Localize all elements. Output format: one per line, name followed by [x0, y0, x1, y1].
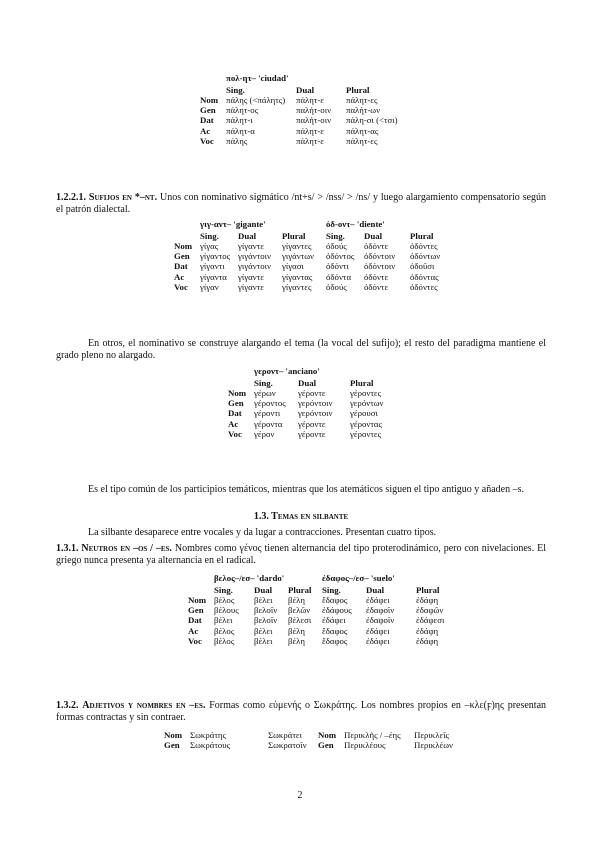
table-row: Ac βέλος βέλει βέλη ἔδαφος ἐδάφει ἐδάφη: [188, 625, 439, 636]
col-head: Sing.: [226, 85, 245, 96]
section-1-3-intro: La silbante desaparece entre vocales y da lugar a contracciones. Presentan cuatro tipos.: [88, 527, 437, 538]
table-row: Gen βέλους βελοῖν βελῶν ἐδάφους ἐδαφοῖν ἐδαφῶν: [188, 605, 444, 616]
table-row: Gen πάλητ-ος παλήτ-οιν παλήτ-ων: [200, 105, 381, 116]
table-row: Ac γέροντα γέροντε γέροντας: [228, 418, 382, 429]
page-number: 2: [297, 790, 303, 801]
table-row: Nom Σωκράτης Σωκράτει Nom Περικλῆς / –έης Περικλεῖς: [164, 730, 450, 740]
table-row: Dat βέλει βελοῖν βέλεσι ἐδάφει ἐδαφοῖν ἐδάφεσι: [188, 615, 445, 626]
table-row: Voc γέρον γέροντε γέροντες: [228, 428, 382, 439]
section-heading-1-3: 1.3. Temas en silbante: [253, 511, 349, 522]
table-row: Ac γίγαντα γίγαντε γίγαντας ὀδόντα ὀδόντε ὀδόντας: [174, 271, 439, 282]
table-row: Dat γίγαντι γιγάντοιν γίγασι ὀδόντι ὀδόντοιν ὀδοῦσι: [174, 261, 435, 272]
paragraph-participios: Es el tipo común de los participios temáticos, mientras que los atemáticos siguen el tipo antiguo y añaden –s.: [88, 484, 525, 495]
paradigm-table-gigante-diente: γιγ-αντ– 'gigante' ὀδ-οντ– 'diente' Sing. Dual Plural Sing. Dual Plural Nom γίγας γίγαντε γίγαντες ὀδούς ὀδόντε ὀδόντες Gen γίγαντος γιγάντοιν γιγάντων ὀδόντος ὀδόντοιν ὀδόντων Dat γίγαντι γιγάντοιν γίγασι ὀδόντι ὀδόντοιν ὀδοῦσι Ac γίγαντα γίγαντε γίγαντας ὀδόντα ὀδόντε ὀδόντας Voc γίγαν γίγαντε γίγαντες ὀδούς ὀδόντε ὀδόντες: [172, 219, 458, 292]
table-row: Nom γέρων γέροντε γέροντες: [228, 388, 382, 399]
section-1-2-2-1: 1.2.2.1. Sufijos en *–nt. Unos con nominativo sigmático /nt+s/ > /nss/ > /ns/ y luego alargamiento compensatorio según el patrón dialectal.: [56, 192, 547, 216]
table-row: Dat γέροντι γερόντοιν γέρουσι: [228, 408, 378, 419]
table-row: Gen γέροντος γερόντοιν γερόντων: [228, 398, 384, 409]
table-row: Nom πάλης (<πάλητς) πάλητ-ε πάλητ-ες: [200, 95, 378, 106]
table-row: Dat πάλητ-ι παλήτ-οιν πάλη-σι (<τσι): [200, 115, 398, 126]
section-1-3-2: 1.3.2. Adjetivos y nombres en –es. Formas como εὐμενής o Σωκράτης. Los nombres propios en –κλε(ϝ)ης presentan formas contractas y sin contraer.: [56, 700, 547, 724]
table-row: Gen γίγαντος γιγάντοιν γιγάντων ὀδόντος ὀδόντοιν ὀδόντων: [174, 251, 441, 262]
section-1-3-1: 1.3.1. Neutros en –os / –es. Nombres como γένος tienen alternancia del tipo proterodinámico, pero con nivelaciones. El griego nunca presenta ya alternancia en el radical.: [56, 543, 546, 567]
table-row: Gen Σωκράτους Σωκρατοῖν Gen Περικλέους Περικλέων: [164, 740, 453, 751]
col-head: Plural: [346, 85, 370, 96]
table-row: Voc γίγαν γίγαντε γίγαντες ὀδούς ὀδόντε ὀδόντες: [174, 281, 438, 292]
table-row: Voc βέλος βέλει βέλη ἔδαφος ἐδάφει ἐδάφη: [188, 635, 439, 646]
paradigm-table-ciudad: [198, 73, 408, 146]
paradigm-table-dardo-suelo: βελος–/εσ– 'dardo' ἐδαφος–/εσ– 'suelo' Sing. Dual Plural Sing. Dual Plural Nom βέλος βέλει βέλη ἔδαφος ἐδάφει ἐδάφη Gen βέλους βελοῖν βελῶν ἐδάφους ἐδαφοῖν ἐδαφῶν Dat βέλει βελοῖν βέλεσι ἐδάφει ἐδαφοῖν ἐδάφεσι Ac βέλος βέλει βέλη ἔδαφος ἐδάφει ἐδάφη Voc βέλος βέλει βέλη ἔδαφος ἐδάφει ἐδάφη: [186, 573, 464, 646]
col-head: Dual: [296, 85, 315, 96]
table-row: Nom βέλος βέλει βέλη ἔδαφος ἐδάφει ἐδάφη: [188, 595, 439, 606]
paradigm-table-socrates-pericles: [162, 730, 466, 750]
table-title: πολ-ητ– 'ciudad': [226, 73, 289, 83]
table-row: Nom γίγας γίγαντε γίγαντες ὀδούς ὀδόντε ὀδόντες: [174, 241, 438, 252]
table-row: Ac πάλητ-α πάλητ-ε πάλητ-ας: [200, 125, 379, 136]
paradigm-table-anciano: γεροντ– 'anciano' Sing. Dual Plural Nom γέρων γέροντε γέροντες Gen γέροντος γερόντοιν γερόντων Dat γέροντι γερόντοιν γέρουσι Ac γέροντα γέροντε γέροντας Voc γέρον γέροντε γέροντες: [226, 366, 412, 439]
table-row: Voc πάλης πάλητ-ε πάλητ-ες: [200, 135, 378, 146]
paragraph-en-otros: En otros, el nominativo se construye alargando el tema (la vocal del sufijo); el resto del paradigma mantiene el grado pleno no alargado.: [56, 338, 546, 362]
